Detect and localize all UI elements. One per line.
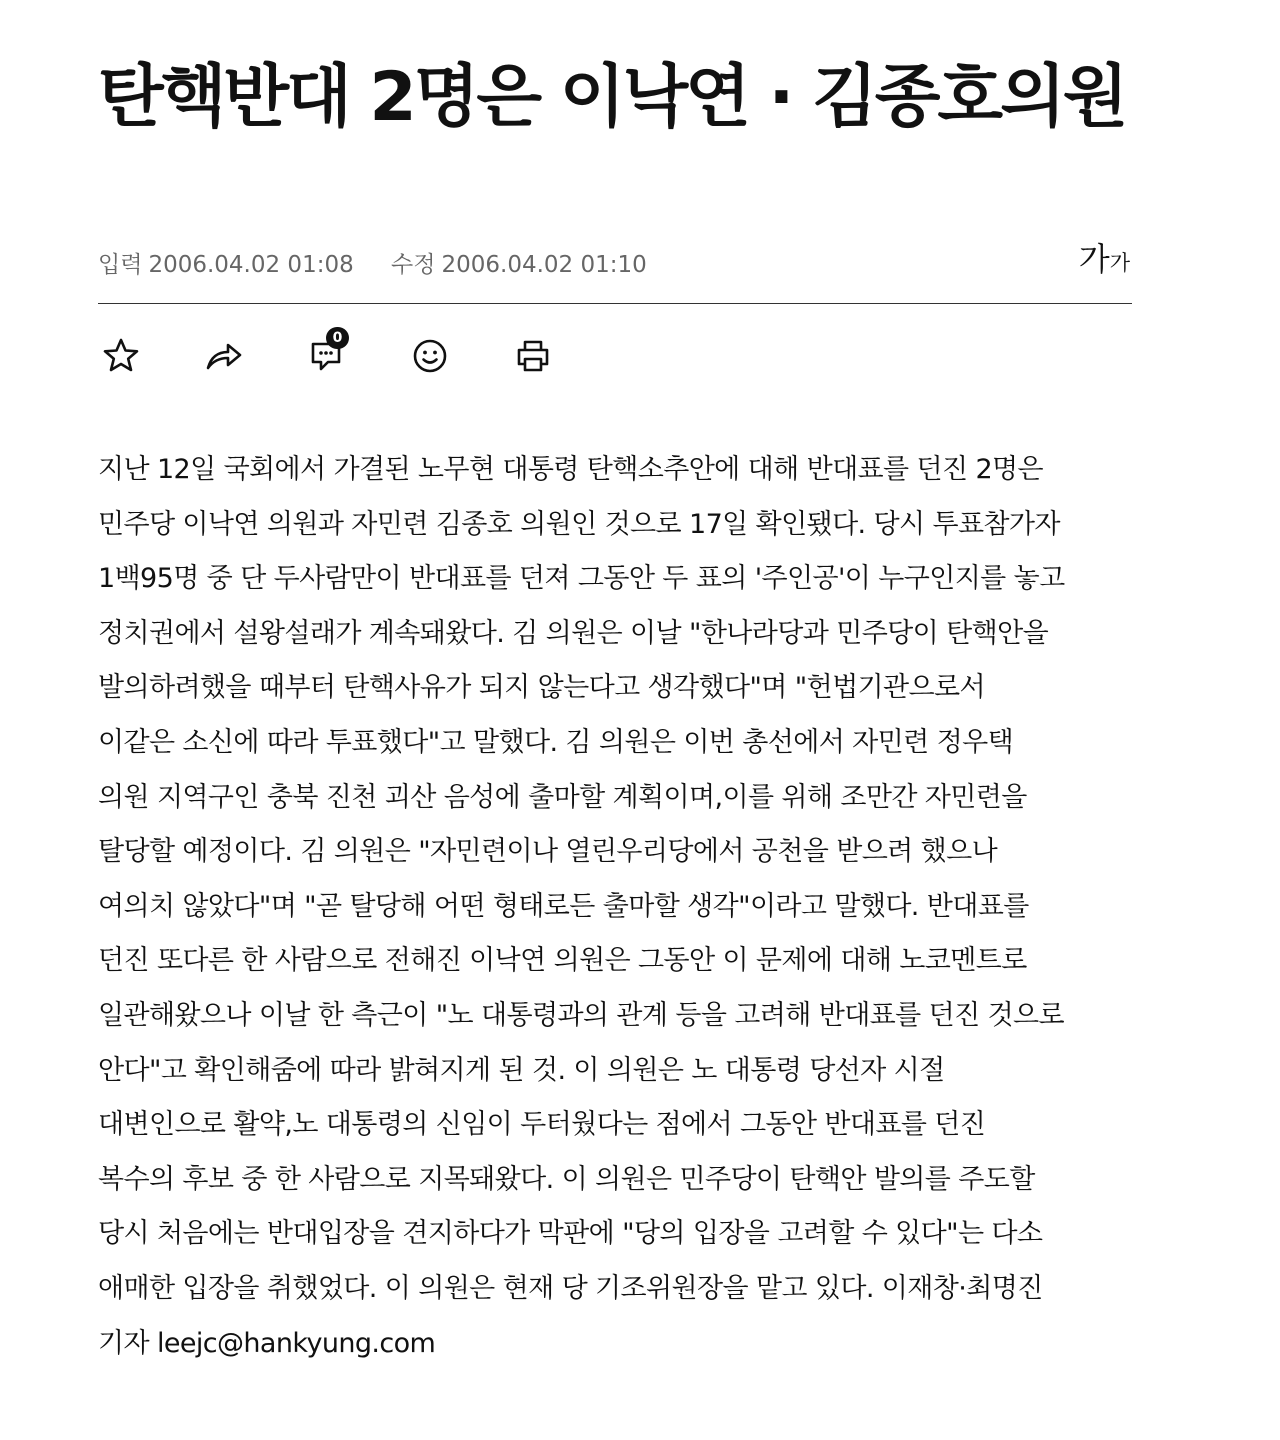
article-dates [98, 246, 677, 279]
comment-button[interactable] [304, 330, 350, 382]
published-date-group [98, 252, 361, 278]
article-body-line: 안다"고 확인해줌에 따라 밝혀지게 된 것. 이 의원은 노 대통령 당선자 시절 [98, 1054, 945, 1086]
font-size-small-glyph: 가 [1109, 251, 1130, 275]
article-body-line: 당시 처음에는 반대입장을 견지하다가 막판에 "당의 입장을 고려할 수 있다"는 다소 [98, 1218, 1043, 1250]
published-date: 2006.04.02 01:08 [148, 252, 354, 278]
article-body-line: 의원 지역구인 충북 진천 괴산 음성에 출마할 계획이며,이를 위해 조만간 자민련을 [98, 781, 1027, 813]
article-body-line: 여의치 않았다"며 "곧 탈당해 어떤 형태로든 출마할 생각"이라고 말했다. 반대표를 [98, 890, 1029, 922]
print-icon [512, 335, 554, 377]
article-body-line: 일관해왔으나 이날 한 측근이 "노 대통령과의 관계 등을 고려해 반대표를 던진 것으로 [98, 999, 1065, 1031]
article-body-line: 발의하려했을 때부터 탄핵사유가 되지 않는다고 생각했다"며 "헌법기관으로서 [98, 672, 985, 704]
share-icon [202, 335, 244, 377]
print-button[interactable] [510, 330, 556, 382]
article-body [98, 443, 1134, 1371]
bookmark-button[interactable] [98, 330, 144, 382]
modified-date: 2006.04.02 01:10 [441, 252, 647, 278]
reaction-button[interactable] [407, 330, 453, 382]
published-label: 입력 [98, 252, 143, 278]
comment-count-badge: 0 [326, 327, 349, 349]
article-body-line: 정치권에서 설왕설래가 계속돼왔다. 김 의원은 이날 "한나라당과 민주당이 탄핵안을 [98, 617, 1049, 649]
article-body-line: 대변인으로 활약,노 대통령의 신임이 두터웠다는 점에서 그동안 반대표를 던진 [98, 1109, 986, 1141]
font-size-large-glyph: 가 [1078, 240, 1110, 278]
article-body-line: 복수의 후보 중 한 사람으로 지목돼왔다. 이 의원은 민주당이 탄핵안 발의를 주도할 [98, 1163, 1035, 1195]
article-meta [98, 240, 1132, 284]
star-icon [100, 335, 142, 377]
font-size-button[interactable] [1079, 234, 1130, 280]
article-body-line: 애매한 입장을 취했었다. 이 의원은 현재 당 기조위원장을 맡고 있다. 이재창·최명진 [98, 1272, 1043, 1304]
article-body-line: 지난 12일 국회에서 가결된 노무현 대통령 탄핵소추안에 대해 반대표를 던진 2명은 [98, 454, 1043, 485]
share-button[interactable] [200, 330, 246, 382]
article-toolbar [98, 330, 598, 386]
modified-label: 수정 [391, 252, 436, 278]
article-body-line: 탈당할 예정이다. 김 의원은 "자민련이나 열린우리당에서 공천을 받으려 했으나 [98, 836, 998, 868]
article-body-line: 던진 또다른 한 사람으로 전해진 이낙연 의원은 그동안 이 문제에 대해 노코멘트로 [98, 945, 1027, 977]
article-body-line: 1백95명 중 단 두사람만이 반대표를 던져 그동안 두 표의 '주인공'이 누구인지를 놓고 [98, 563, 1065, 595]
article-headline: 탄핵반대 2명은 이낙연 · 김종호의원 [98, 58, 1126, 137]
meta-divider [98, 303, 1132, 304]
emoji-icon [409, 335, 451, 377]
article-body-line: 민주당 이낙연 의원과 자민련 김종호 의원인 것으로 17일 확인됐다. 당시 투표참가자 [98, 508, 1060, 540]
modified-date-group [391, 252, 647, 278]
article-body-line: 기자 leejc@hankyung.com [98, 1327, 436, 1359]
article-body-line: 이같은 소신에 따라 투표했다"고 말했다. 김 의원은 이번 총선에서 자민련 정우택 [98, 726, 1014, 758]
